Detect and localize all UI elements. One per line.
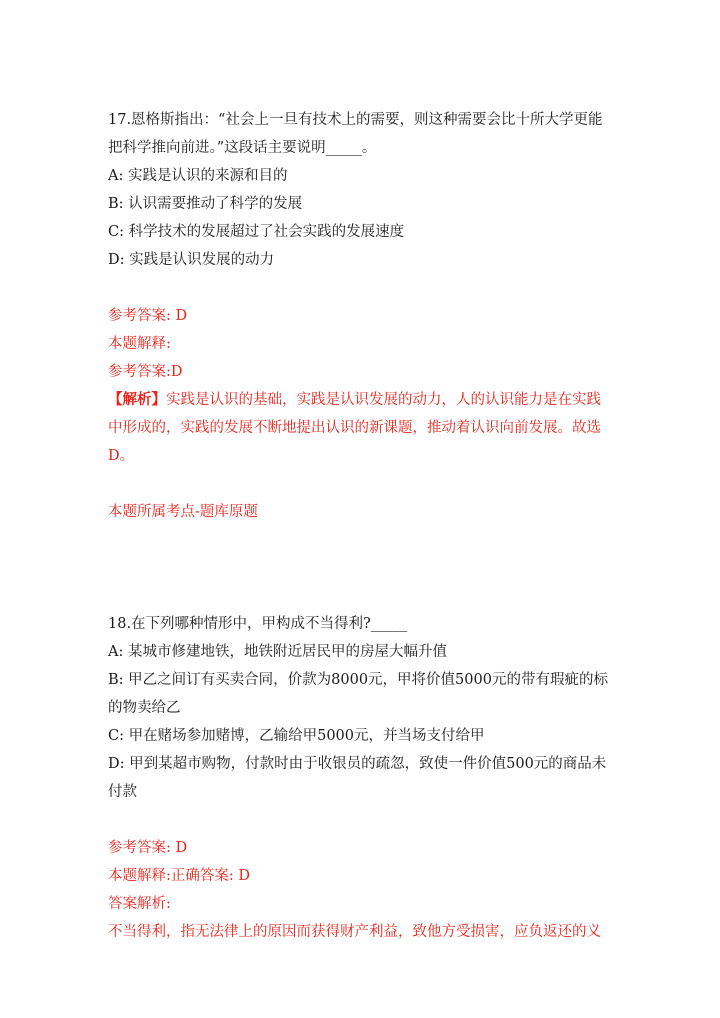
question-18-option-d-line-2: 付款 xyxy=(108,784,137,800)
question-17-source: 本题所属考点-题库原题 xyxy=(108,504,258,520)
document-page xyxy=(108,106,618,946)
question-17-answer: 参考答案: D xyxy=(108,308,188,324)
question-17-stem-line-1: 17.恩格斯指出：“社会上一旦有技术上的需要，则这种需要会比十所大学更能 xyxy=(108,112,603,128)
question-18-explanation: 本题解释:正确答案: D xyxy=(108,868,251,884)
question-17-explanation-label: 本题解释: xyxy=(108,336,171,352)
question-17-option-c: C: 科学技术的发展超过了社会实践的发展速度 xyxy=(108,224,405,240)
question-18-stem: 18.在下列哪种情形中，甲构成不当得利?_____ xyxy=(108,616,408,632)
question-18-answer: 参考答案: D xyxy=(108,840,188,856)
question-17 xyxy=(108,106,618,526)
question-18-option-d-line-1: D: 甲到某超市购物，付款时由于收银员的疏忽，致使一件价值500元的商品未 xyxy=(108,756,607,772)
question-17-answer-repeat: 参考答案:D xyxy=(108,364,183,380)
question-17-option-a: A: 实践是认识的来源和目的 xyxy=(108,168,288,184)
question-18-option-c: C: 甲在赌场参加赌博，乙输给甲5000元，并当场支付给甲 xyxy=(108,728,485,744)
question-17-analysis-line-1 xyxy=(108,386,618,414)
question-18-option-a: A: 某城市修建地铁，地铁附近居民甲的房屋大幅升值 xyxy=(108,644,447,660)
analysis-text: 实践是认识的基础，实践是认识发展的动力，人的认识能力是在实践 xyxy=(166,392,601,408)
question-17-analysis-line-3: D。 xyxy=(108,448,135,464)
question-17-option-b: B: 认识需要推动了科学的发展 xyxy=(108,196,303,212)
question-17-analysis-line-2: 中形成的，实践的发展不断地提出认识的新课题，推动着认识向前发展。故选 xyxy=(108,420,601,436)
question-18 xyxy=(108,610,618,946)
question-18-option-b-line-1: B: 甲乙之间订有买卖合同，价款为8000元，甲将价值5000元的带有瑕疵的标 xyxy=(108,672,608,688)
question-18-option-b-line-2: 的物卖给乙 xyxy=(108,700,181,716)
question-17-stem-line-2: 把科学推向前进。”这段话主要说明_____。 xyxy=(108,140,377,156)
question-18-analysis-label: 答案解析: xyxy=(108,896,171,912)
question-17-option-d: D: 实践是认识发展的动力 xyxy=(108,252,275,268)
analysis-tag: 【解析】 xyxy=(108,391,166,408)
question-18-analysis-line-1: 不当得利，指无法律上的原因而获得财产利益，致他方受损害，应负返还的义 xyxy=(108,924,601,940)
